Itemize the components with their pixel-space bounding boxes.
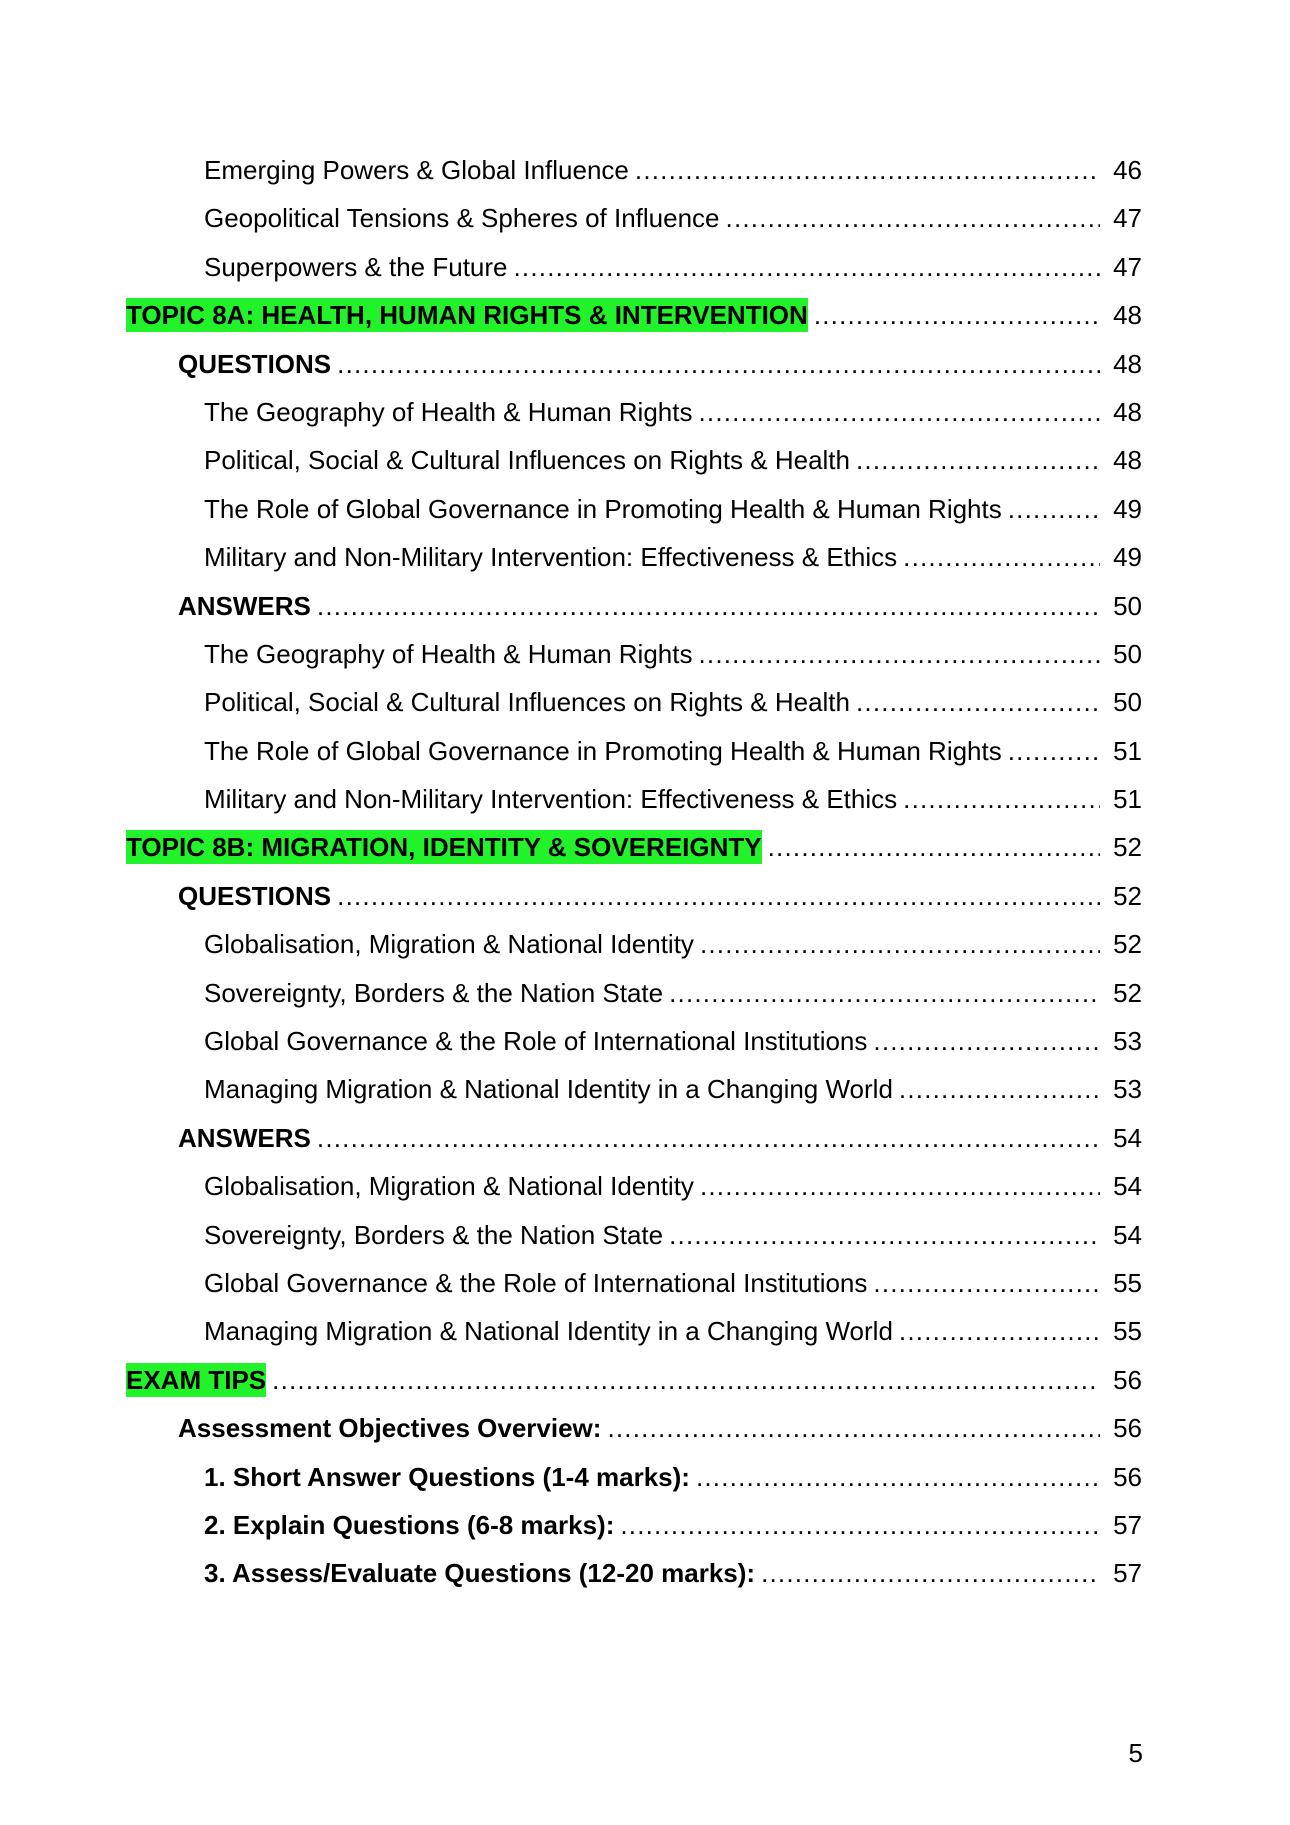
toc-entry[interactable] bbox=[152, 630, 1142, 678]
toc-entry-title: Emerging Powers & Global Influence bbox=[204, 155, 629, 185]
toc-entry[interactable] bbox=[152, 388, 1142, 436]
dot-leader bbox=[317, 1114, 1100, 1162]
dot-leader bbox=[317, 582, 1100, 630]
toc-entry[interactable] bbox=[152, 146, 1142, 194]
dot-leader bbox=[899, 1307, 1100, 1355]
dot-leader bbox=[768, 823, 1100, 871]
toc-entry[interactable] bbox=[152, 1162, 1142, 1210]
toc-section-title: Assessment Objectives Overview: bbox=[178, 1413, 602, 1444]
toc-section-title: QUESTIONS bbox=[178, 348, 332, 379]
toc-entry[interactable] bbox=[152, 775, 1142, 823]
toc-page-number: 56 bbox=[1113, 1364, 1142, 1395]
toc-entry-title: The Geography of Health & Human Rights bbox=[204, 396, 693, 427]
toc-page-number: 57 bbox=[1113, 1509, 1142, 1540]
dot-leader bbox=[814, 291, 1100, 339]
dot-leader bbox=[669, 969, 1100, 1017]
dot-leader bbox=[620, 1501, 1100, 1549]
toc-entry[interactable] bbox=[152, 1307, 1142, 1355]
toc-entry-title: Global Governance & the Role of International Institutions bbox=[204, 1026, 868, 1057]
dot-leader bbox=[903, 533, 1100, 581]
toc-topic-title: TOPIC 8B: MIGRATION, IDENTITY & SOVEREIGNTY bbox=[126, 832, 762, 863]
toc-page-number: 54 bbox=[1113, 1171, 1142, 1202]
toc-section-heading[interactable] bbox=[152, 1114, 1142, 1162]
dot-leader bbox=[698, 388, 1100, 436]
toc-section-title: ANSWERS bbox=[178, 590, 311, 621]
toc-entry[interactable] bbox=[152, 1453, 1142, 1501]
toc-page-number: 52 bbox=[1113, 880, 1142, 911]
dot-leader bbox=[514, 243, 1101, 291]
dot-leader bbox=[669, 1211, 1100, 1259]
toc-entry-title: Sovereignty, Borders & the Nation State bbox=[204, 1219, 664, 1250]
dot-leader bbox=[873, 1259, 1100, 1307]
toc-entry[interactable] bbox=[152, 1065, 1142, 1113]
toc-page-number: 50 bbox=[1113, 590, 1142, 621]
toc-entry-title: The Role of Global Governance in Promoting Health & Human Rights bbox=[204, 493, 1002, 524]
toc-entry[interactable] bbox=[152, 1211, 1142, 1259]
toc-entry[interactable] bbox=[152, 1017, 1142, 1065]
dot-leader bbox=[726, 194, 1100, 242]
toc-entry[interactable] bbox=[152, 1259, 1142, 1307]
toc-section-title: ANSWERS bbox=[178, 1122, 311, 1153]
toc-page-number: 47 bbox=[1113, 251, 1142, 282]
toc-topic-heading[interactable] bbox=[126, 1356, 1142, 1404]
toc-page-number: 50 bbox=[1113, 687, 1142, 718]
toc-entry-title: Managing Migration & National Identity in a Changing World bbox=[204, 1316, 893, 1347]
toc-page-number: 57 bbox=[1113, 1558, 1142, 1589]
toc-entry-title: Managing Migration & National Identity in a Changing World bbox=[204, 1074, 893, 1105]
dot-leader bbox=[698, 630, 1100, 678]
toc-entry-title: Political, Social & Cultural Influences on Rights & Health bbox=[204, 445, 850, 476]
toc-page-number: 54 bbox=[1113, 1219, 1142, 1250]
toc-entry-title: The Role of Global Governance in Promoting Health & Human Rights bbox=[204, 735, 1002, 766]
toc-page-number: 55 bbox=[1113, 1316, 1142, 1347]
toc-page-number: 50 bbox=[1113, 638, 1142, 669]
toc-entry[interactable] bbox=[152, 243, 1142, 291]
toc-entry-title: Military and Non-Military Intervention: Effectiveness & Ethics bbox=[204, 542, 898, 573]
toc-page-number: 54 bbox=[1113, 1122, 1142, 1153]
toc-page-number: 56 bbox=[1113, 1461, 1142, 1492]
toc-page-number: 48 bbox=[1113, 300, 1142, 331]
toc-entry[interactable] bbox=[152, 533, 1142, 581]
dot-leader bbox=[607, 1404, 1100, 1452]
toc-entry-title: Military and Non-Military Intervention: Effectiveness & Ethics bbox=[204, 784, 898, 815]
toc-page-number: 49 bbox=[1113, 542, 1142, 573]
toc-entry[interactable] bbox=[152, 678, 1142, 726]
toc-entry[interactable] bbox=[152, 1501, 1142, 1549]
toc-topic-heading[interactable] bbox=[126, 823, 1142, 871]
toc-topic-title: EXAM TIPS bbox=[126, 1364, 267, 1395]
dot-leader bbox=[761, 1549, 1100, 1597]
dot-leader bbox=[700, 1162, 1100, 1210]
toc-page-number: 52 bbox=[1113, 929, 1142, 960]
toc-section-heading[interactable] bbox=[152, 872, 1142, 920]
dot-leader bbox=[1008, 485, 1100, 533]
toc-page-number: 55 bbox=[1113, 1267, 1142, 1298]
toc-section-heading[interactable] bbox=[152, 582, 1142, 630]
toc-entry-title: 3. Assess/Evaluate Questions (12-20 marks): bbox=[204, 1558, 756, 1589]
toc-page-number: 49 bbox=[1113, 493, 1142, 524]
dot-leader bbox=[635, 146, 1100, 194]
toc-entry[interactable] bbox=[152, 436, 1142, 484]
toc-entry-title: Sovereignty, Borders & the Nation State bbox=[204, 977, 664, 1008]
toc-entry[interactable] bbox=[152, 920, 1142, 968]
dot-leader bbox=[899, 1065, 1100, 1113]
dot-leader bbox=[337, 872, 1100, 920]
dot-leader bbox=[700, 920, 1100, 968]
toc-entry-title: 2. Explain Questions (6-8 marks): bbox=[204, 1509, 615, 1540]
toc-page-number: 51 bbox=[1113, 735, 1142, 766]
toc-page-number: 53 bbox=[1113, 1074, 1142, 1105]
dot-leader bbox=[272, 1356, 1100, 1404]
dot-leader bbox=[696, 1453, 1100, 1501]
toc-topic-heading[interactable] bbox=[126, 291, 1142, 339]
toc-entry-title: Globalisation, Migration & National Identity bbox=[204, 929, 694, 960]
toc-entry[interactable] bbox=[152, 1549, 1142, 1597]
dot-leader bbox=[856, 436, 1100, 484]
toc-entry-title: Political, Social & Cultural Influences on Rights & Health bbox=[204, 687, 850, 718]
table-of-contents bbox=[126, 146, 1142, 1598]
toc-topic-title: TOPIC 8A: HEALTH, HUMAN RIGHTS & INTERVENTION bbox=[126, 300, 808, 331]
toc-entry-title: The Geography of Health & Human Rights bbox=[204, 638, 693, 669]
dot-leader bbox=[903, 775, 1100, 823]
dot-leader bbox=[337, 340, 1100, 388]
toc-entry-title: 1. Short Answer Questions (1-4 marks): bbox=[204, 1461, 690, 1492]
toc-entry[interactable] bbox=[152, 485, 1142, 533]
page-number: 5 bbox=[1128, 1738, 1143, 1768]
toc-entry[interactable] bbox=[152, 727, 1142, 775]
toc-page-number: 56 bbox=[1113, 1413, 1142, 1444]
toc-section-heading[interactable] bbox=[152, 1404, 1142, 1452]
toc-section-heading[interactable] bbox=[152, 340, 1142, 388]
dot-leader bbox=[873, 1017, 1100, 1065]
toc-section-title: QUESTIONS bbox=[178, 880, 332, 911]
toc-page-number: 46 bbox=[1113, 155, 1142, 185]
toc-page-number: 53 bbox=[1113, 1026, 1142, 1057]
toc-page-number: 52 bbox=[1113, 832, 1142, 863]
toc-entry[interactable] bbox=[152, 194, 1142, 242]
toc-page-number: 52 bbox=[1113, 977, 1142, 1008]
toc-page-number: 48 bbox=[1113, 445, 1142, 476]
toc-page-number: 48 bbox=[1113, 348, 1142, 379]
toc-entry-title: Superpowers & the Future bbox=[204, 251, 508, 282]
toc-entry-title: Globalisation, Migration & National Identity bbox=[204, 1171, 694, 1202]
toc-page-number: 48 bbox=[1113, 396, 1142, 427]
toc-page-number: 51 bbox=[1113, 784, 1142, 815]
toc-entry-title: Geopolitical Tensions & Spheres of Influence bbox=[204, 203, 720, 234]
dot-leader bbox=[856, 678, 1100, 726]
dot-leader bbox=[1008, 727, 1100, 775]
toc-page-number: 47 bbox=[1113, 203, 1142, 234]
toc-entry[interactable] bbox=[152, 969, 1142, 1017]
toc-entry-title: Global Governance & the Role of International Institutions bbox=[204, 1267, 868, 1298]
